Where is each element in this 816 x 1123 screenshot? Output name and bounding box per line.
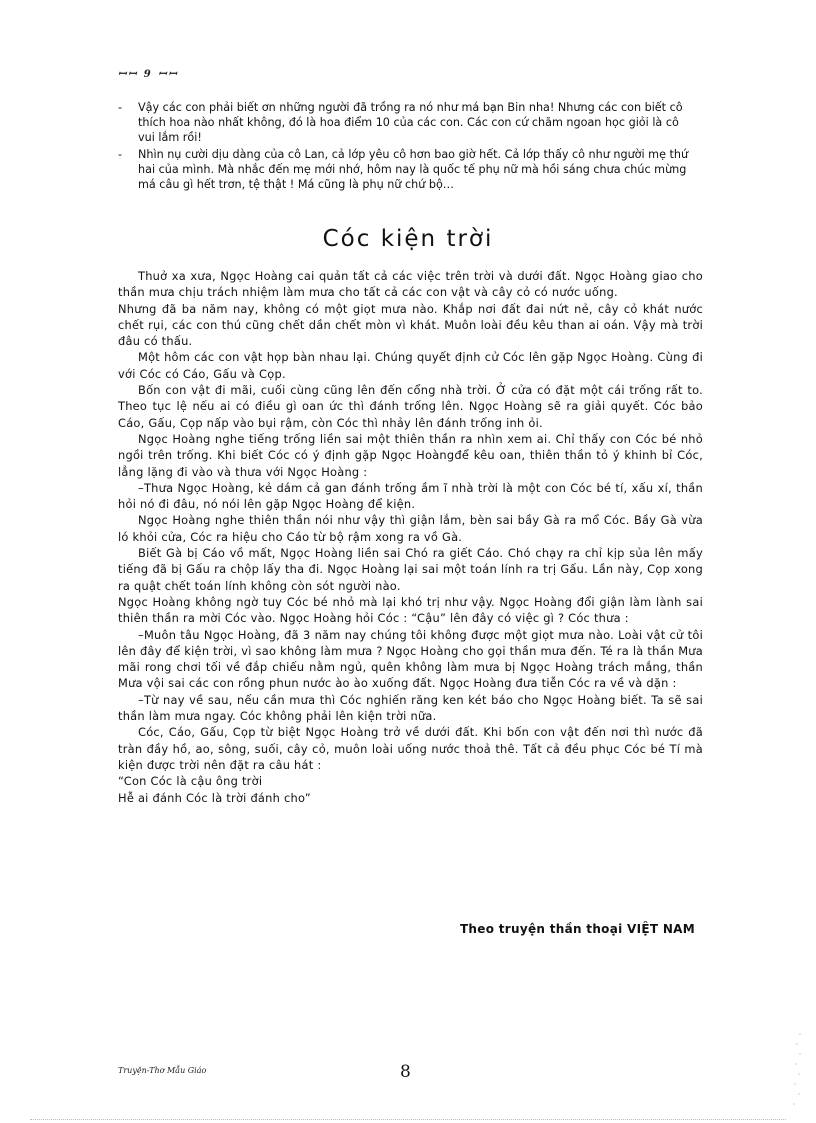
- bullet-dash: -: [118, 148, 123, 161]
- song-line: Hễ ai đánh Cóc là trời đánh cho”: [118, 790, 311, 805]
- page-number: 8: [400, 1062, 411, 1082]
- bullet-dash: -: [118, 101, 123, 114]
- story-paragraph: Ngọc Hoàng không ngờ tuy Cóc bé nhỏ mà lại khó trị như vậy. Ngọc Hoàng đổi giận làm lành sai thiên thần ra mời Cóc vào. Ngọc Hoàng hỏi Cóc : “Cậu” lên đây có việc gì ? Cóc thưa :: [118, 594, 703, 626]
- story-paragraph: Một hôm các con vật họp bàn nhau lại. Chúng quyết định cử Cóc lên gặp Ngọc Hoàng. Cùng đi với Cóc có Cáo, Gấu và Cọp.: [118, 350, 703, 381]
- story-paragraph: –Muôn tâu Ngọc Hoàng, đã 3 năm nay chúng tôi không được một giọt mưa nào. Loài vật cử tôi lên đây để kiện trời, vì sao không làm mưa ? Ngọc Hoàng cho gọi thần mưa đến. Té ra là thần Mưa mãi rong chơi tối về đắp chiếu nằm ngủ, quên không làm mưa bị Ngọc Hoàng trách mắng, thần Mưa vội sai các con rồng phun nước ào ào xuống đất. Ngọc Hoàng đưa tiễn Cóc ra về và dặn :: [118, 627, 703, 691]
- intro-text-1: Vậy các con phải biết ơn những người đã trồng ra nó như má bạn Bin nha! Nhưng các con biết cô thích hoa nào nhất không, đó là hoa điểm 10 của các con. Các con cứ chăm ngoan học giỏi là cô vui lắm rồi!: [138, 101, 683, 144]
- intro-text-2: Nhìn nụ cười dịu dàng của cô Lan, cả lớp yêu cô hơn bao giờ hết. Cả lớp thấy cô như người mẹ thứ hai của mình. Mà nhắc đến mẹ mới nhớ, hôm nay là quốc tế phụ nữ mà hồi sáng chưa chúc mừng má câu gì hết trơn, tệ thật ! Má cũng là phụ nữ chứ bộ…: [138, 148, 689, 191]
- source-attribution: Theo truyện thần thoại VIỆT NAM: [459, 922, 695, 936]
- footer-label: Truyện-Thơ Mẫu Giáo: [118, 1066, 207, 1075]
- story-paragraph: Biết Gà bị Cáo vồ mất, Ngọc Hoàng liền sai Chó ra giết Cáo. Chó chạy ra chỉ kịp sủa lên mấy tiếng đã bị Gấu ra chộp lấy tha đi. Ngọc Hoàng lại sai một toán lính ra trị Gấu. Lần này, Cọp xong ra quật chết toán lính không còn sót người nào.: [118, 546, 703, 593]
- story-paragraph: –Thưa Ngọc Hoàng, kẻ dám cả gan đánh trống ầm ĩ nhà trời là một con Cóc bé tí, xấu xí, thần hỏi nó đi đâu, nó nói lên gặp Ngọc Hoàng để kiện.: [118, 480, 703, 512]
- intro-section: [118, 100, 698, 194]
- story-paragraph: –Từ nay về sau, nếu cần mưa thì Cóc nghiến răng ken két báo cho Ngọc Hoàng biết. Ta sẽ sai thần làm mưa ngay. Cóc không phải lên kiện trời nữa.: [118, 692, 703, 724]
- story-title: Cóc kiện trời: [322, 226, 494, 252]
- story-paragraph: Thuở xa xưa, Ngọc Hoàng cai quản tất cả các việc trên trời và dưới đất. Ngọc Hoàng giao cho thần mưa chịu trách nhiệm làm mưa cho tất cả các con vật và cây cỏ có nước uống.: [118, 269, 703, 300]
- story-body: [118, 268, 703, 806]
- bottom-dotted-rule: [30, 1119, 786, 1120]
- header-mark: ꟷꟷ 9 ꟷꟷ: [118, 69, 179, 80]
- story-paragraph: Cóc, Cáo, Gấu, Cọp từ biệt Ngọc Hoàng trở về dưới đất. Khi bốn con vật đến nơi thì nước đã tràn đầy hồ, ao, sông, suối, cây cỏ, muôn loài uống nước thoả thê. Tất cả đều phục Cóc bé Tí mà kiện được trời nên đặt ra câu hát :: [118, 725, 703, 772]
- story-paragraph: Ngọc Hoàng nghe tiếng trống liền sai một thiên thần ra nhìn xem ai. Chỉ thấy con Cóc bé nhỏ ngồi trên trống. Khi biết Cóc có ý định gặp Ngọc Hoàngđể kêu oan, thiên thần tỏ ý khinh bỉ Cóc, lẳng lặng đi vào và thưa với Ngọc Hoàng :: [118, 431, 703, 479]
- corner-dot-decoration: [784, 1030, 804, 1110]
- story-paragraph: Bốn con vật đi mãi, cuối cùng cũng lên đến cổng nhà trời. Ở cửa có đặt một cái trống rất to. Theo tục lệ nếu ai có điều gì oan ức thì đánh trống lên. Ngọc Hoàng sẽ ra giải quyết. Cóc bảo Cáo, Gấu, Cọp nấp vào bụi rậm, còn Cóc thì nhảy lên đánh trống inh ỏi.: [118, 383, 703, 430]
- story-paragraph: Ngọc Hoàng nghe thiên thần nói như vậy thì giận lắm, bèn sai bầy Gà ra mổ Cóc. Bầy Gà vừa ló khỏi cửa, Cóc ra hiệu cho Cáo từ bộ rậm xong ra vồ Gà.: [118, 513, 703, 544]
- intro-paragraph-1: [118, 100, 698, 147]
- song-line: “Con Cóc là cậu ông trời: [118, 774, 263, 789]
- intro-paragraph-2: [118, 147, 698, 194]
- story-paragraph: Nhưng đã ba năm nay, không có một giọt mưa nào. Khắp nơi đất đai nứt nẻ, cây cỏ khát nước chết rụi, các con thú cũng chết dần chết mòn vì khát. Muôn loài đều kêu than ai oán. Vậy mà trời đâu có thấu.: [118, 301, 703, 349]
